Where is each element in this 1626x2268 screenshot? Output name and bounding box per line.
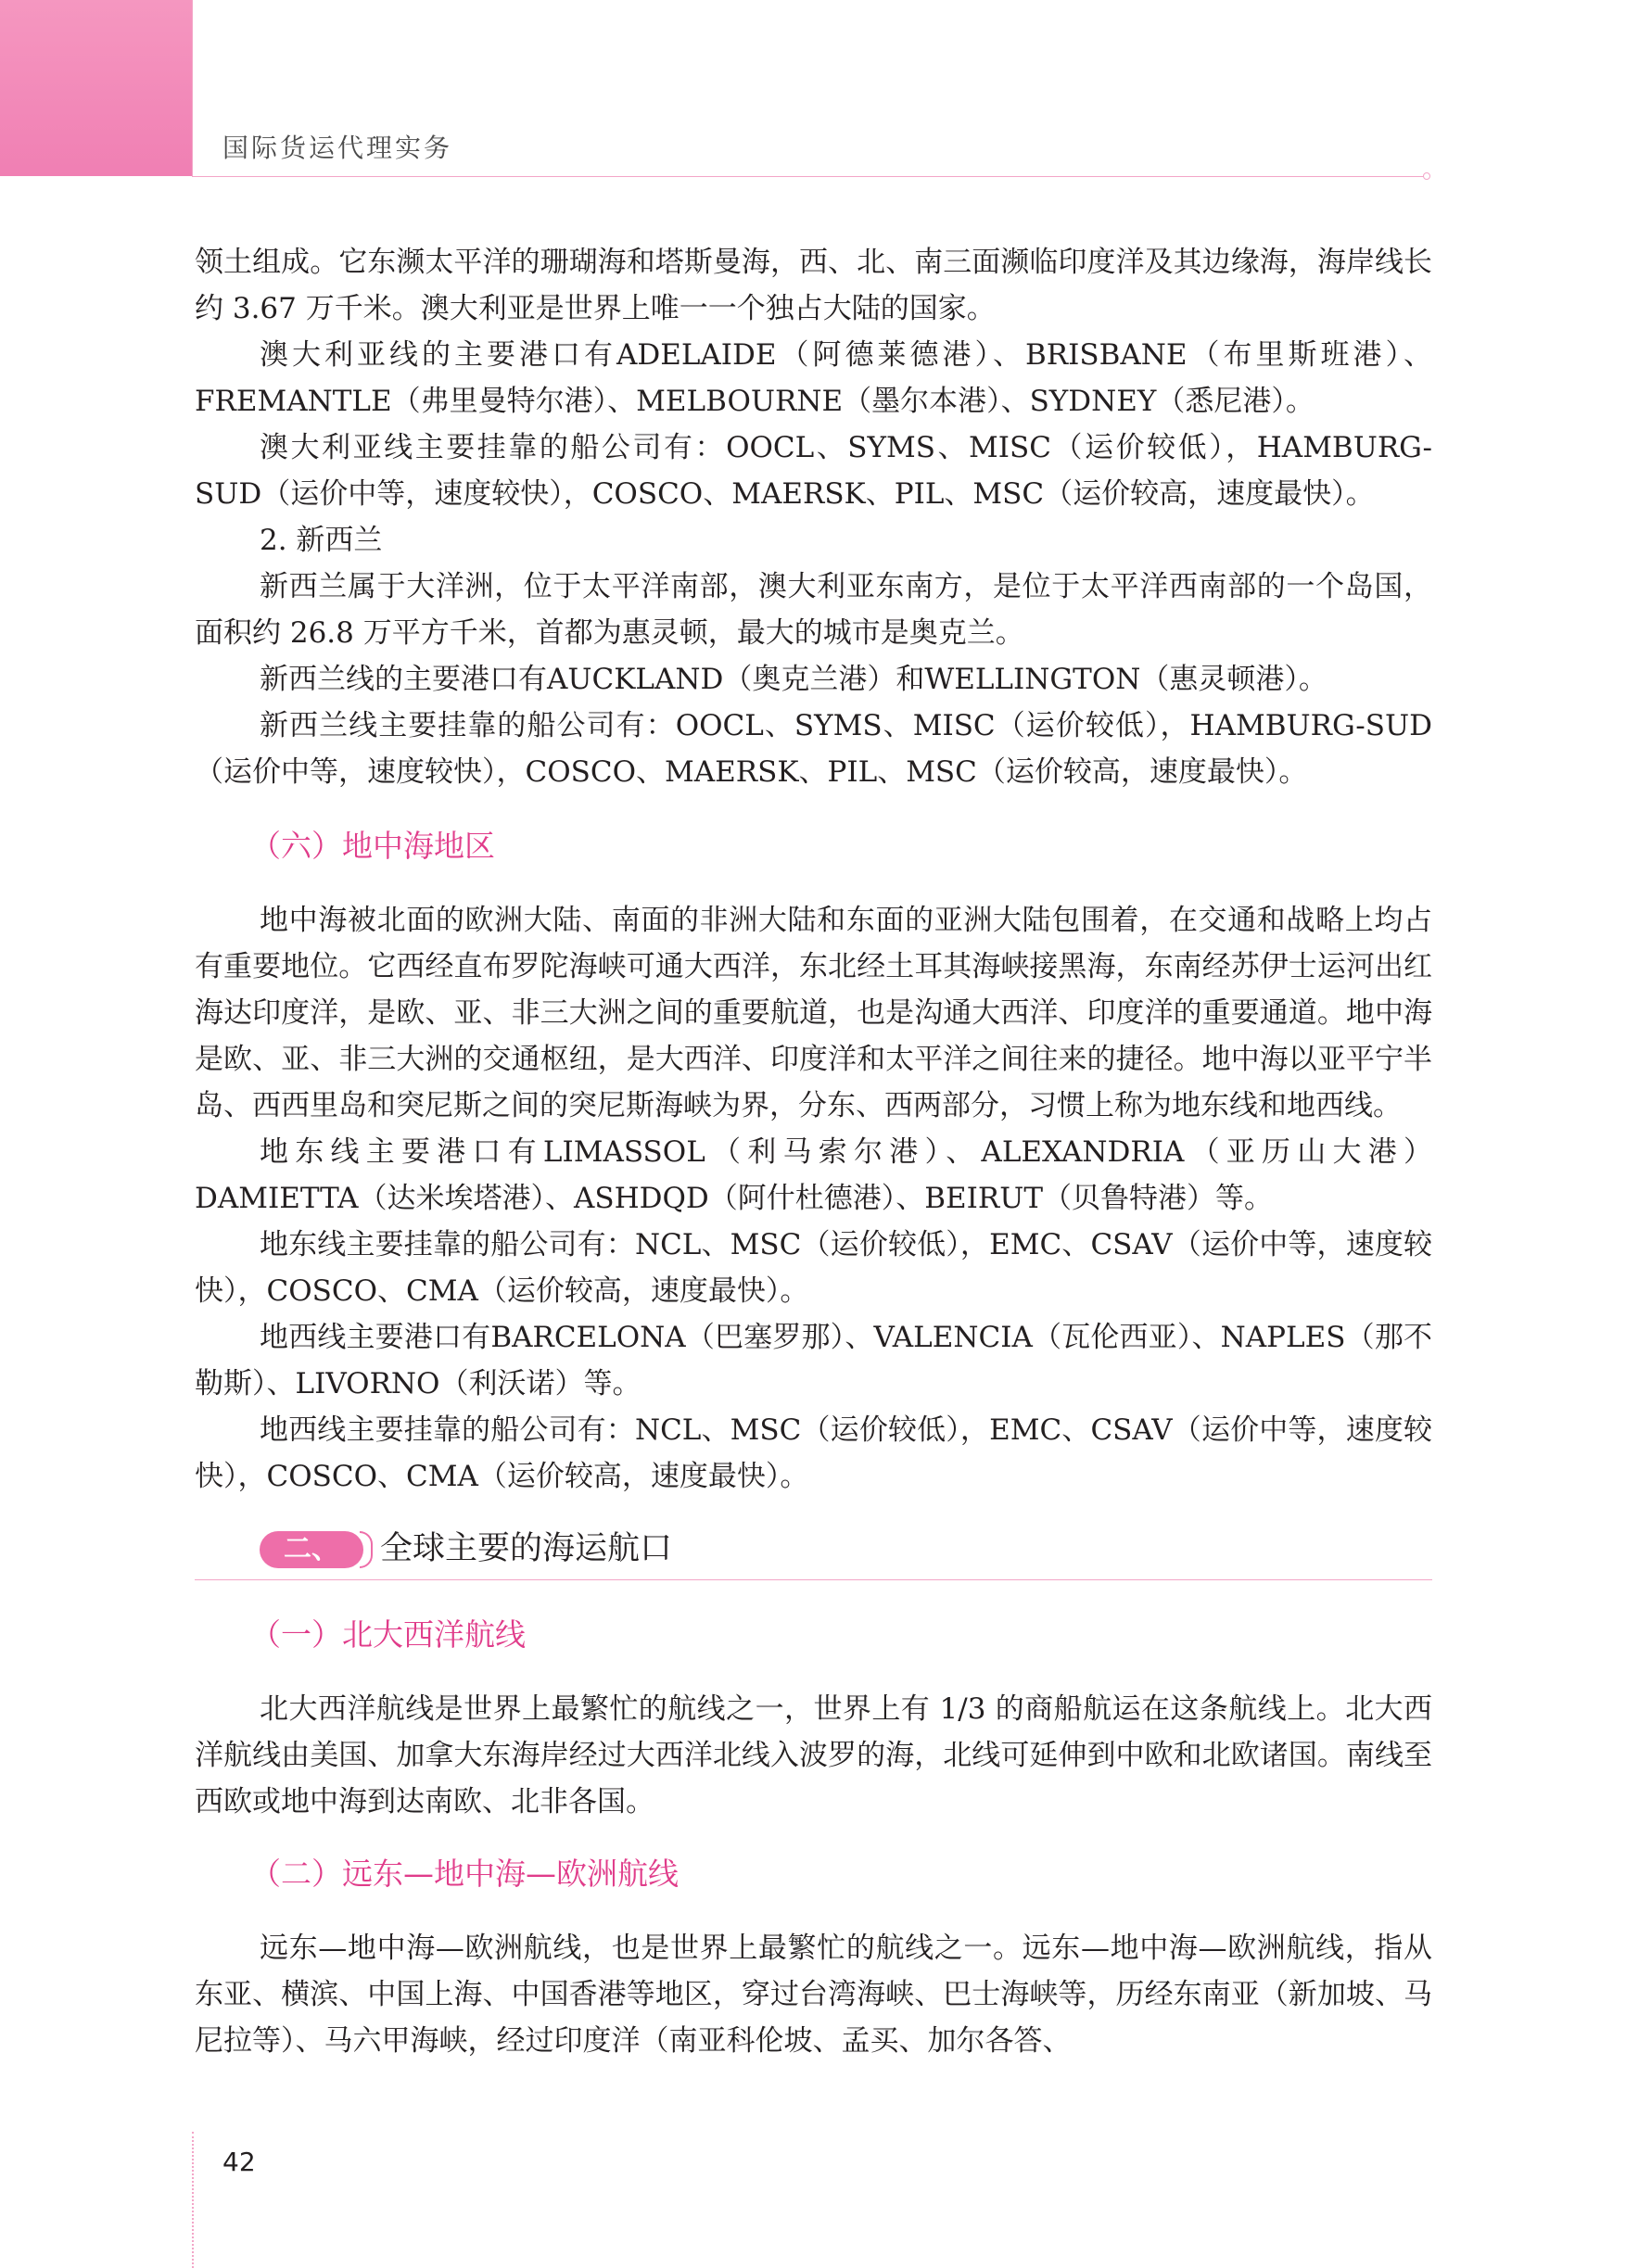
header-color-block (0, 0, 192, 176)
paragraph: 远东—地中海—欧洲航线，也是世界上最繁忙的航线之一。远东—地中海—欧洲航线，指从东亚、横滨、中国上海、中国香港等地区，穿过台湾海峡、巴士海峡等，历经东南亚（新加坡、马尼拉等）、马六甲海峡，经过印度洋（南亚科伦坡、孟买、加尔各答、 (195, 1932, 1432, 2058)
paragraph: 北大西洋航线是世界上最繁忙的航线之一，世界上有 1/3 的商船航运在这条航线上。北大西洋航线由美国、加拿大东海岸经过大西洋北线入波罗的海，北线可延伸到中欧和北欧诸国。南线至西欧或地中海到达南欧、北非各国。 (195, 1692, 1432, 1818)
subsection-heading-new-zealand: 2. 新西兰 (260, 524, 383, 557)
paragraph: 地东线主要挂靠的船公司有：NCL、MSC（运价较低），EMC、CSAV（运价中等，速度较快），COSCO、CMA（运价较高，速度最快）。 (195, 1228, 1432, 1308)
paragraph: 地东线主要港口有LIMASSOL（利马索尔港）、ALEXANDRIA（亚历山大港）DAMIETTA（达米埃塔港）、ASHDQD（阿什杜德港）、BEIRUT（贝鲁特港）等。 (195, 1135, 1432, 1215)
section-title: 全球主要的海运航口 (380, 1530, 673, 1567)
paragraph: 新西兰线的主要港口有AUCKLAND（奥克兰港）和WELLINGTON（惠灵顿港）。 (260, 663, 1327, 696)
header-rule-dot (1423, 172, 1430, 180)
paragraph: 地中海被北面的欧洲大陆、南面的非洲大陆和东面的亚洲大陆包围着，在交通和战略上均占有重要地位。它西经直布罗陀海峡可通大西洋，东北经土耳其海峡接黑海，东南经苏伊士运河出红海达印度洋，是欧、亚、非三大洲之间的重要航道，也是沟通大西洋、印度洋的重要通道。地中海是欧、亚、非三大洲的交通枢纽，是大西洋、印度洋和太平洋之间往来的捷径。地中海以亚平宁半岛、西西里岛和突尼斯之间的突尼斯海峡为界，分东、西两部分，习惯上称为地东线和地西线。 (195, 904, 1432, 1122)
paragraph: 新西兰属于大洋洲，位于太平洋南部，澳大利亚东南方，是位于太平洋西南部的一个岛国，面积约 26.8 万平方千米，首都为惠灵顿，最大的城市是奥克兰。 (195, 570, 1432, 650)
header-rule (192, 176, 1425, 177)
footer-divider (192, 2132, 194, 2268)
paragraph: 领土组成。它东濒太平洋的珊瑚海和塔斯曼海，西、北、南三面濒临印度洋及其边缘海，海岸线长约 3.67 万千米。澳大利亚是世界上唯一一个独占大陆的国家。 (195, 246, 1432, 325)
section-heading-far-east: （二）远东—地中海—欧洲航线 (250, 1856, 679, 1892)
header-divider (192, 0, 193, 176)
section-number-badge: 二、 (260, 1531, 363, 1568)
page-number: 42 (222, 2147, 256, 2177)
paragraph: 地西线主要港口有BARCELONA（巴塞罗那）、VALENCIA（瓦伦西亚）、NAPLES（那不勒斯）、LIVORNO（利沃诺）等。 (195, 1321, 1432, 1400)
paragraph: 新西兰线主要挂靠的船公司有：OOCL、SYMS、MISC（运价较低），HAMBURG-SUD（运价中等，速度较快），COSCO、MAERSK、PIL、MSC（运价较高，速度最快）。 (195, 709, 1432, 789)
page-body (195, 239, 1432, 2064)
paragraph: 澳大利亚线的主要港口有ADELAIDE（阿德莱德港）、BRISBANE（布里斯班港）、FREMANTLE（弗里曼特尔港）、MELBOURNE（墨尔本港）、SYDNEY（悉尼港）。 (195, 338, 1432, 418)
section-heading-north-atlantic: （一）北大西洋航线 (250, 1616, 526, 1653)
paragraph: 澳大利亚线主要挂靠的船公司有：OOCL、SYMS、MISC（运价较低），HAMBURG-SUD（运价中等，速度较快），COSCO、MAERSK、PIL、MSC（运价较高，速度最快）。 (195, 431, 1432, 511)
section-heading-mediterranean: （六）地中海地区 (250, 828, 495, 864)
badge-tail-decoration (360, 1531, 373, 1568)
running-header-title: 国际货运代理实务 (222, 133, 453, 163)
chapter-section-heading (195, 1526, 1432, 1580)
paragraph: 地西线主要挂靠的船公司有：NCL、MSC（运价较低），EMC、CSAV（运价中等，速度较快），COSCO、CMA（运价较高，速度最快）。 (195, 1413, 1432, 1493)
